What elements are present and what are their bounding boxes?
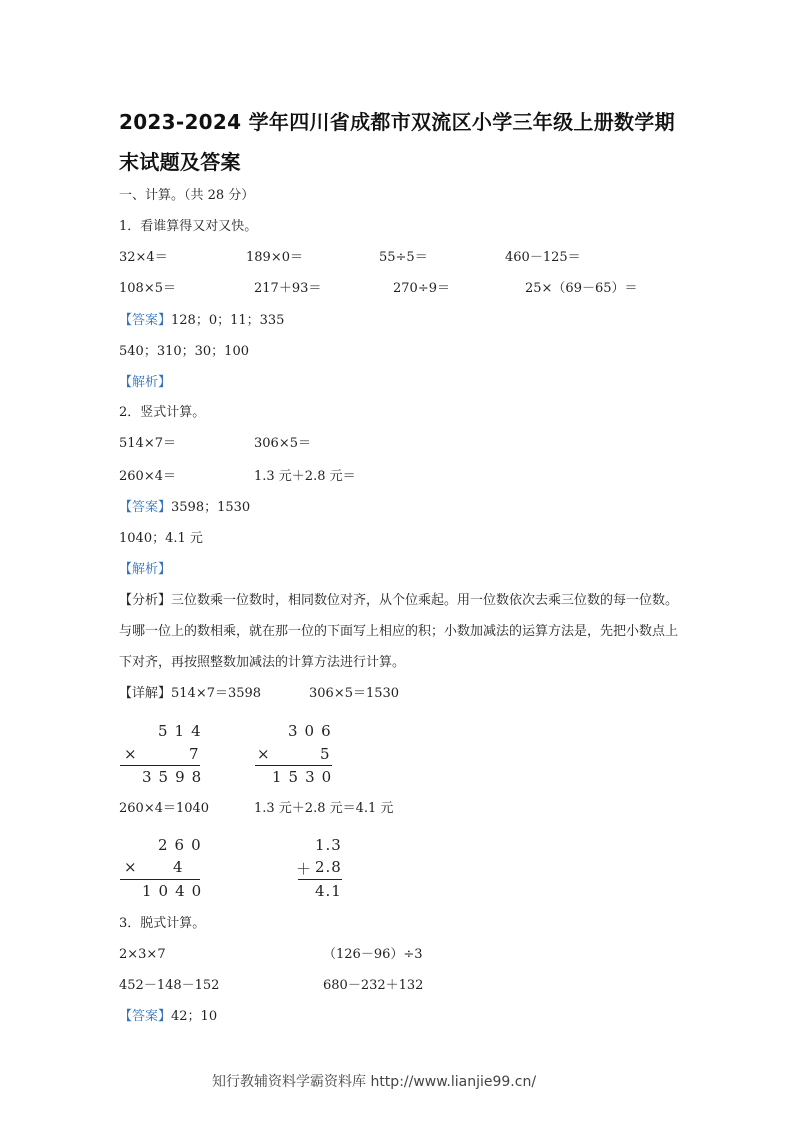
vc-result: 1040 bbox=[142, 882, 209, 900]
q1-answer-line2: 540；310；30；100 bbox=[119, 344, 249, 359]
vc-top: 260 bbox=[158, 836, 208, 854]
page-title-line2: 末试题及答案 bbox=[119, 150, 241, 174]
vc-rule bbox=[298, 879, 342, 880]
analysis-tag: 【解析】 bbox=[119, 562, 172, 577]
answer-text: 3598；1530 bbox=[171, 500, 251, 515]
q2-expr: 514×7＝ bbox=[119, 436, 176, 451]
detail-line1b: 306×5＝1530 bbox=[309, 686, 400, 701]
detail-tag: 【详解】 bbox=[119, 686, 172, 701]
fenxi-text: 三位数乘一位数时，相同数位对齐，从个位乘起。用一位数依次去乘三位数的每一位数。与哪一位上的数相乘，就在那一位的下面写上相应的积；小数加减法的运算方法是，先把小数点上下对齐，再按照整数加减法的计算方法进行计算。 bbox=[119, 593, 679, 670]
section-heading: 一、计算。（共 28 分） bbox=[119, 188, 255, 203]
q1-expr: 460－125＝ bbox=[505, 250, 581, 265]
q1-expr: 32×4＝ bbox=[119, 250, 168, 265]
detail-line2b: 1.3 元＋2.8 元＝4.1 元 bbox=[254, 801, 394, 816]
q1-expr: 108×5＝ bbox=[119, 281, 176, 296]
vc-rule bbox=[255, 765, 332, 766]
vc-result: 1530 bbox=[272, 768, 339, 786]
vc-result: 3598 bbox=[142, 768, 209, 786]
analysis-paragraph bbox=[119, 585, 679, 678]
q1-expr: 25×（69－65）＝ bbox=[525, 281, 638, 296]
vc-bottom: 2.8 bbox=[315, 858, 342, 876]
q2-answer-line2: 1040；4.1 元 bbox=[119, 531, 203, 546]
q1-expr: 189×0＝ bbox=[246, 250, 303, 265]
vc-top: 1.3 bbox=[315, 836, 342, 854]
vc-top: 514 bbox=[158, 722, 208, 740]
q2-answer bbox=[119, 500, 250, 516]
q3-expr: 2×3×7 bbox=[119, 947, 166, 962]
q2-heading: 2．竖式计算。 bbox=[119, 405, 206, 420]
detail-text: 514×7＝3598 bbox=[171, 686, 262, 701]
page-title-line1: 2023-2024 学年四川省成都市双流区小学三年级上册数学期 bbox=[119, 110, 675, 134]
q3-heading: 3．脱式计算。 bbox=[119, 916, 206, 931]
vc-bottom: 4 bbox=[173, 858, 190, 876]
fenxi-tag: 【分析】 bbox=[119, 593, 172, 608]
q2-expr: 260×4＝ bbox=[119, 469, 176, 484]
answer-tag: 【答案】 bbox=[119, 1009, 172, 1024]
q1-expr: 55÷5＝ bbox=[379, 250, 428, 265]
q1-answer bbox=[119, 313, 284, 329]
vc-rule bbox=[120, 879, 200, 880]
vc-operator: × bbox=[124, 858, 144, 876]
answer-tag: 【答案】 bbox=[119, 313, 172, 328]
answer-text: 42；10 bbox=[171, 1009, 218, 1024]
q1-expr: 270÷9＝ bbox=[393, 281, 450, 296]
q1-expr: 217＋93＝ bbox=[254, 281, 322, 296]
vc-operator: × bbox=[124, 745, 144, 763]
footer-watermark: 知行教辅资料学霸资料库 http://www.lianjie99.cn/ bbox=[212, 1074, 537, 1090]
q3-answer bbox=[119, 1009, 217, 1025]
detail-line2a: 260×4＝1040 bbox=[119, 801, 210, 816]
vc-operator: ＋ bbox=[296, 860, 312, 878]
analysis-tag: 【解析】 bbox=[119, 375, 172, 390]
q3-expr: （126－96）÷3 bbox=[323, 947, 423, 962]
vc-rule bbox=[120, 765, 200, 766]
vc-result: 4.1 bbox=[315, 882, 342, 900]
answer-text: 128；0；11；335 bbox=[171, 313, 285, 328]
q1-heading: 1．看谁算得又对又快。 bbox=[119, 219, 258, 234]
detail-line1 bbox=[119, 686, 261, 702]
q3-expr: 452－148－152 bbox=[119, 978, 220, 993]
vc-top: 306 bbox=[288, 722, 338, 740]
q2-expr: 1.3 元＋2.8 元＝ bbox=[254, 469, 356, 484]
vc-operator: × bbox=[257, 745, 277, 763]
q3-expr: 680－232＋132 bbox=[323, 978, 424, 993]
answer-tag: 【答案】 bbox=[119, 500, 172, 515]
vc-bottom: 5 bbox=[320, 745, 337, 763]
vc-bottom: 7 bbox=[189, 745, 206, 763]
q2-expr: 306×5＝ bbox=[254, 436, 311, 451]
